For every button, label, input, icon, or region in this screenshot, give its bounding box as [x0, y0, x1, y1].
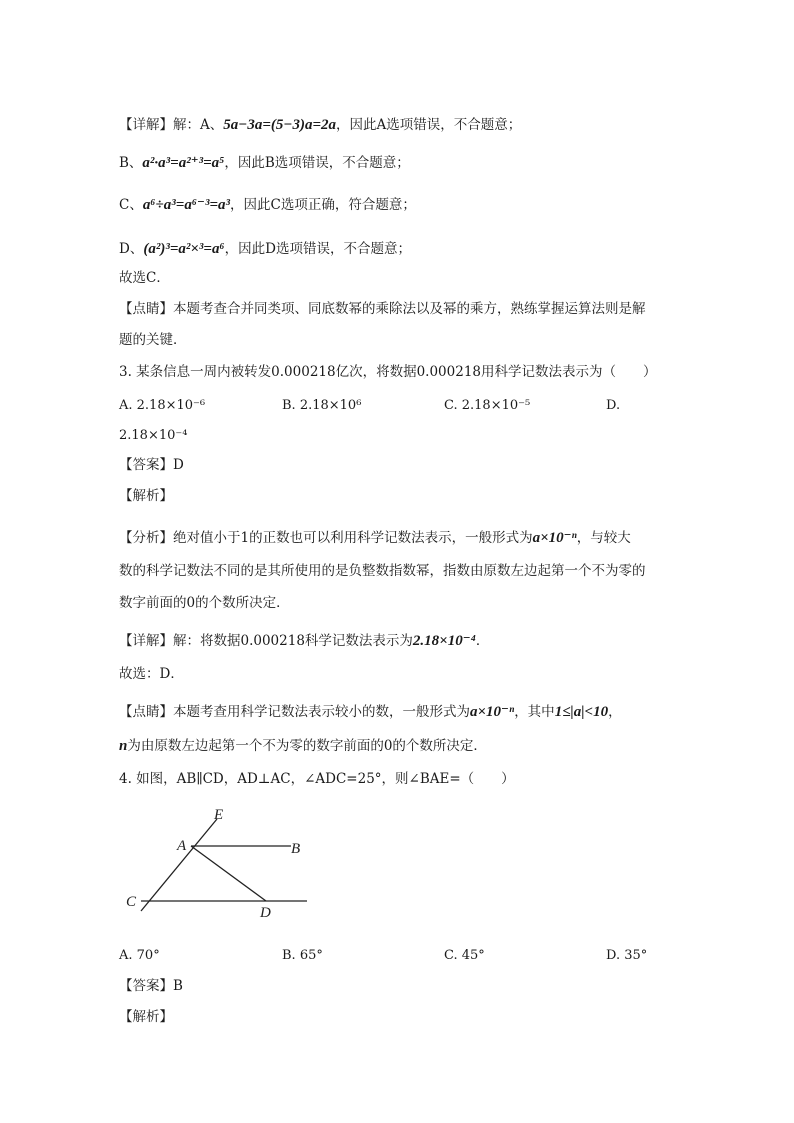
- q3-comment-line2: n为由原数左边起第一个不为零的数字前面的0的个数所决定．: [119, 738, 487, 754]
- q3-option-a: A. 2.18×10⁻⁶: [119, 398, 206, 413]
- q2-choose: 故选C．: [119, 270, 170, 286]
- q4-geometry-figure: [115, 800, 325, 930]
- label-a: A: [177, 838, 187, 854]
- q2-detail-a: 【详解】解：A、5a−3a=(5−3)a=2a，因此A选项错误，不合题意；: [119, 117, 522, 133]
- q3-comment-n: n: [119, 738, 128, 754]
- q4-answer: 【答案】B: [119, 978, 183, 994]
- q2-comment-line2: 题的关键．: [119, 332, 187, 348]
- q3-comment-formula2: 1≤|a|<10: [554, 704, 609, 720]
- q3-comment-line1: 【点睛】本题考查用科学记数法表示较小的数，一般形式为a×10⁻ⁿ，其中1≤|a|<10，: [119, 704, 622, 720]
- q2-b-formula: a²·a³=a²⁺³=a⁵: [142, 155, 225, 171]
- q3-analysis: 【解析】: [119, 488, 173, 504]
- q3-detail-formula: 2.18×10⁻⁴: [412, 633, 476, 649]
- q3-answer: 【答案】D: [119, 457, 184, 473]
- label-c: C: [126, 894, 137, 910]
- q3-option-d-label: D.: [606, 398, 621, 413]
- q3-comment-formula1: a×10⁻ⁿ: [470, 704, 515, 720]
- q4-stem: 4. 如图，AB∥CD，AD⊥AC，∠ADC=25°，则∠BAE=（ ）: [119, 771, 515, 787]
- q3-option-d-value: 2.18×10⁻⁴: [119, 428, 188, 443]
- label-e: E: [214, 807, 224, 823]
- q2-detail-c: C、a⁶÷a³=a⁶⁻³=a³，因此C选项正确，符合题意；: [119, 197, 416, 213]
- line-ad: [191, 846, 266, 901]
- q3-option-b: B. 2.18×10⁶: [282, 398, 362, 413]
- q4-analysis: 【解析】: [119, 1009, 173, 1025]
- q4-option-d: D. 35°: [606, 948, 648, 963]
- q3-fenxi-formula: a×10⁻ⁿ: [532, 530, 577, 546]
- q4-option-a: A. 70°: [119, 948, 160, 963]
- q3-choose: 故选：D．: [119, 666, 184, 682]
- q2-comment-line1: 【点睛】本题考查合并同类项、同底数幂的乘除法以及幂的乘方，熟练掌握运算法则是解: [119, 301, 646, 317]
- q2-detail-d: D、(a²)³=a²×³=a⁶，因此D选项错误，不合题意；: [119, 241, 411, 257]
- q3-fenxi-line3: 数字前面的0的个数所决定．: [119, 595, 290, 611]
- q2-detail-b: B、a²·a³=a²⁺³=a⁵，因此B选项错误，不合题意；: [119, 155, 410, 171]
- q3-stem: 3. 某条信息一周内被转发0.000218亿次，将数据0.000218用科学记数法表示为（ ）: [119, 364, 657, 380]
- q2-d-formula: (a²)³=a²×³=a⁶: [143, 241, 225, 257]
- label-d: D: [260, 905, 271, 921]
- q2-a-formula: 5a−3a=(5−3)a=2a: [223, 117, 337, 133]
- q3-fenxi-line2: 数的科学记数法不同的是其所使用的是负整数指数幂，指数由原数左边起第一个不为零的: [119, 563, 646, 579]
- q4-option-b: B. 65°: [282, 948, 323, 963]
- label-b: B: [291, 841, 301, 857]
- q2-c-formula: a⁶÷a³=a⁶⁻³=a³: [142, 197, 231, 213]
- q4-option-c: C. 45°: [444, 948, 485, 963]
- line-ce: [141, 819, 217, 911]
- q3-option-c: C. 2.18×10⁻⁵: [444, 398, 531, 413]
- q3-detail: 【详解】解：将数据0.000218科学记数法表示为2.18×10⁻⁴．: [119, 633, 490, 649]
- q3-fenxi-line1: 【分析】绝对值小于1的正数也可以利用科学记数法表示，一般形式为a×10⁻ⁿ，与较大: [119, 530, 631, 546]
